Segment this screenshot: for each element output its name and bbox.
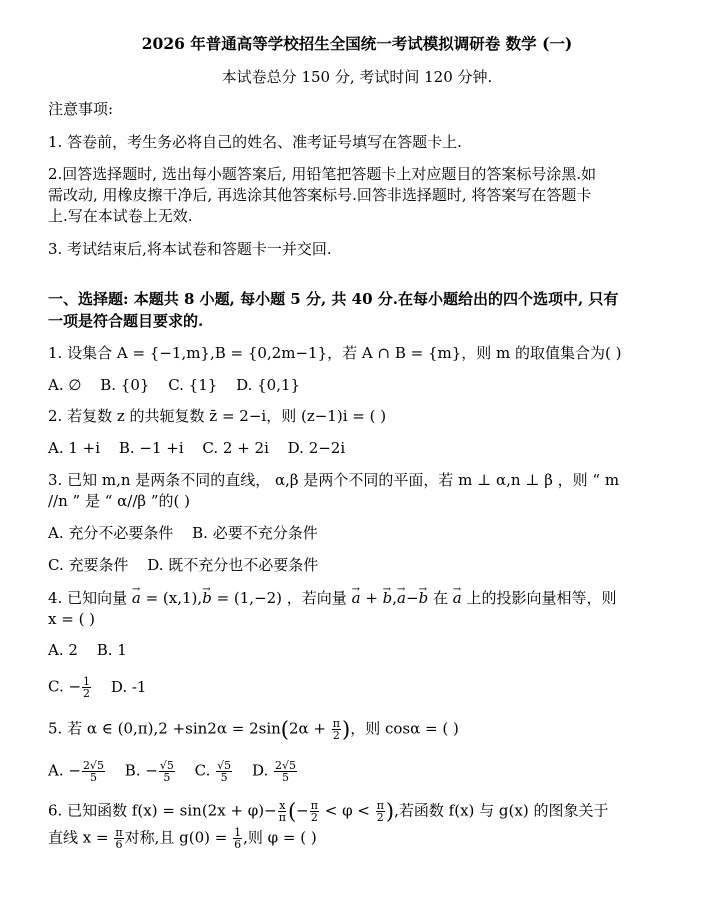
q6-prefix: 6. 已知函数 f(x) = sin(2x + φ)− [48,801,277,820]
numerator: π [115,826,123,839]
question-6-stem-line-2 [48,827,317,850]
fraction [114,827,123,850]
q2-option-b: B. −1 +i [118,439,184,457]
option-prefix: A. − [48,761,81,780]
numerator: 2√5 [82,759,104,772]
q5-option-b [125,760,176,783]
exam-title: 2026 年普通高等学校招生全国统一考试模拟调研卷 数学 (一) [141,34,573,53]
question-5-stem: 5. 若 α ∈ (0,π),2 +sin2α = 2sin(2α + $\frac{\pi}{2}$ )，则 cosα = ( ) [48,717,459,742]
notice-heading: 注意事项: [48,100,114,118]
q5-inner: 2α + [288,719,331,738]
option-prefix: B. − [124,761,158,780]
fraction [233,827,242,850]
fraction [278,800,287,823]
question-4-options-row-2 [48,676,160,699]
denominator: 5 [163,771,171,784]
numerator: x [279,799,286,812]
numerator: π [332,717,340,730]
q5-option-c [195,760,234,783]
q4-plus: + [360,589,383,607]
q4-option-d: D. -1 [110,677,147,696]
q4-option-a: A. 2 [48,641,78,659]
section-1-heading-line-1: 一、选择题: 本题共 8 小题, 每小题 5 分, 共 40 分.在每小题给出的四个选项中, 只有 [48,290,619,308]
question-1-options [48,376,314,395]
q5-suffix: ，则 cosα = ( ) [350,719,459,738]
q4-option-b: B. 1 [96,641,127,659]
fraction [310,800,319,823]
notice-item-2-line-1: 2.回答选择题时, 选出每小题答案后, 用铅笔把答题卡上对应题目的答案标号涂黑.如 [48,165,597,183]
q3-option-d: D. 既不充分也不必要条件 [147,556,319,574]
vector-b: → b [383,589,393,608]
exam-subtitle: 本试卷总分 150 分, 考试时间 120 分钟. [221,68,493,86]
q3-option-c: C. 充要条件 [48,556,129,574]
q6-line-2-end: ,则 φ = ( ) [243,828,317,847]
q4-eq-2: = (1,−2) ，若向量 [211,589,347,607]
denominator: 2 [376,811,384,824]
fraction [82,760,105,783]
q5-option-a [48,760,106,783]
q4-end: 上的投影向量相等，则 [461,589,617,607]
q3-option-a: A. 充分不必要条件 [48,524,174,542]
question-5-options [48,760,312,783]
question-3-options-row-1 [48,524,332,543]
question-3-stem-line-1: 3. 已知 m,n 是两条不同的直线， α,β 是两个不同的平面，若 m ⊥ α,n ⊥ β ，则 “ m [48,471,620,489]
q6-suffix: ,若函数 f(x) 与 g(x) 的图象关于 [394,801,609,820]
q4-tail: 在 [428,589,453,607]
q4-prefix: 4. 已知向量 [48,589,128,607]
vector-b: → b [419,589,429,608]
numerator: π [376,799,384,812]
notice-item-2-line-2: 需改动, 用橡皮擦干净后, 再选涂其他答案标号.回答非选择题时, 将答案写在答题卡 [48,186,592,204]
question-4-stem-line-2: x = ( ) [48,610,96,628]
question-3-stem-line-2: //n ” 是 “ α//β ”的( ) [48,492,190,510]
question-2-stem: 2. 若复数 z 的共轭复数 z̄ = 2−i，则 (z−1)i = ( ) [48,407,387,425]
q6-range-mid: < φ < [319,801,375,820]
q2-option-d: D. 2−2i [287,439,346,457]
question-2-options [48,439,359,458]
question-6-stem-line-1: 6. 已知函数 f(x) = sin(2x + φ)− $\frac{x}{\pi}$ (− $\frac{\pi}{2}$ < φ < $\frac{\pi}{2}$ ),若函数 f(x) 与 g(x) 的图象关于 [48,799,609,824]
q4-option-c-prefix: C. − [48,677,82,696]
q5-prefix: 5. 若 α ∈ (0,π),2 +sin2α = 2sin [48,719,281,738]
fraction [82,676,91,699]
q6-range-prefix: − [296,801,309,820]
q1-option-a: A. ∅ [48,376,82,394]
numerator: √5 [159,759,174,772]
denominator: π [278,811,286,824]
vector-a: → a [352,589,361,608]
option-prefix: C. [194,761,211,780]
question-1-stem: 1. 设集合 A = {−1,m},B = {0,2m−1}，若 A ∩ B = {m}，则 m 的取值集合为( ) [48,344,622,362]
denominator: 5 [220,771,228,784]
denominator: 2 [332,729,340,742]
fraction [376,800,385,823]
denominator: 6 [115,838,123,851]
vector-a: → a [453,589,462,608]
numerator: 2√5 [275,759,297,772]
question-3-options-row-2 [48,556,332,575]
q2-option-a: A. 1 +i [48,439,101,457]
q4-eq-1: = (x,1), [140,589,203,607]
q6-line-2-prefix: 直线 x = [48,828,114,847]
denominator: 6 [234,838,242,851]
fraction [332,718,341,741]
q1-option-c: C. {1} [168,376,218,394]
question-4-options-row-1 [48,641,141,660]
option-prefix: D. [251,761,269,780]
denominator: 5 [89,771,97,784]
notice-item-2-line-3: 上.写在本试卷上无效. [48,207,193,225]
vector-a: → a [397,589,406,608]
q6-line-2-mid: 对称,且 g(0) = [124,828,233,847]
vector-b: → b [202,589,212,608]
q4-option-c [48,676,92,699]
fraction [159,760,175,783]
fraction [274,760,297,783]
q3-option-b: B. 必要不充分条件 [192,524,318,542]
numerator: π [310,799,318,812]
notice-item-3: 3. 考试结束后,将本试卷和答题卡一并交回. [48,240,332,258]
question-4-stem-line-1: 4. 已知向量 → a = (x,1),→ b = (1,−2) ，若向量 → a + → b,→ a−→ b 在 → a 上的投影向量相等，则 [48,589,616,608]
numerator: √5 [217,759,232,772]
q5-option-d [252,760,298,783]
denominator: 2 [310,811,318,824]
denominator: 5 [282,771,290,784]
numerator: 1 [234,826,242,839]
fraction [216,760,232,783]
q2-option-c: C. 2 + 2i [202,439,269,457]
section-1-heading-line-2: 一项是符合题目要求的. [48,312,204,330]
numerator: 1 [83,675,91,688]
q4-minus: − [406,589,419,607]
vector-a: → a [132,589,141,608]
denominator: 2 [83,687,91,700]
q1-option-b: B. {0} [100,376,150,394]
notice-item-1: 1. 答卷前，考生务必将自己的姓名、准考证号填写在答题卡上. [48,133,462,151]
q1-option-d: D. {0,1} [236,376,301,394]
